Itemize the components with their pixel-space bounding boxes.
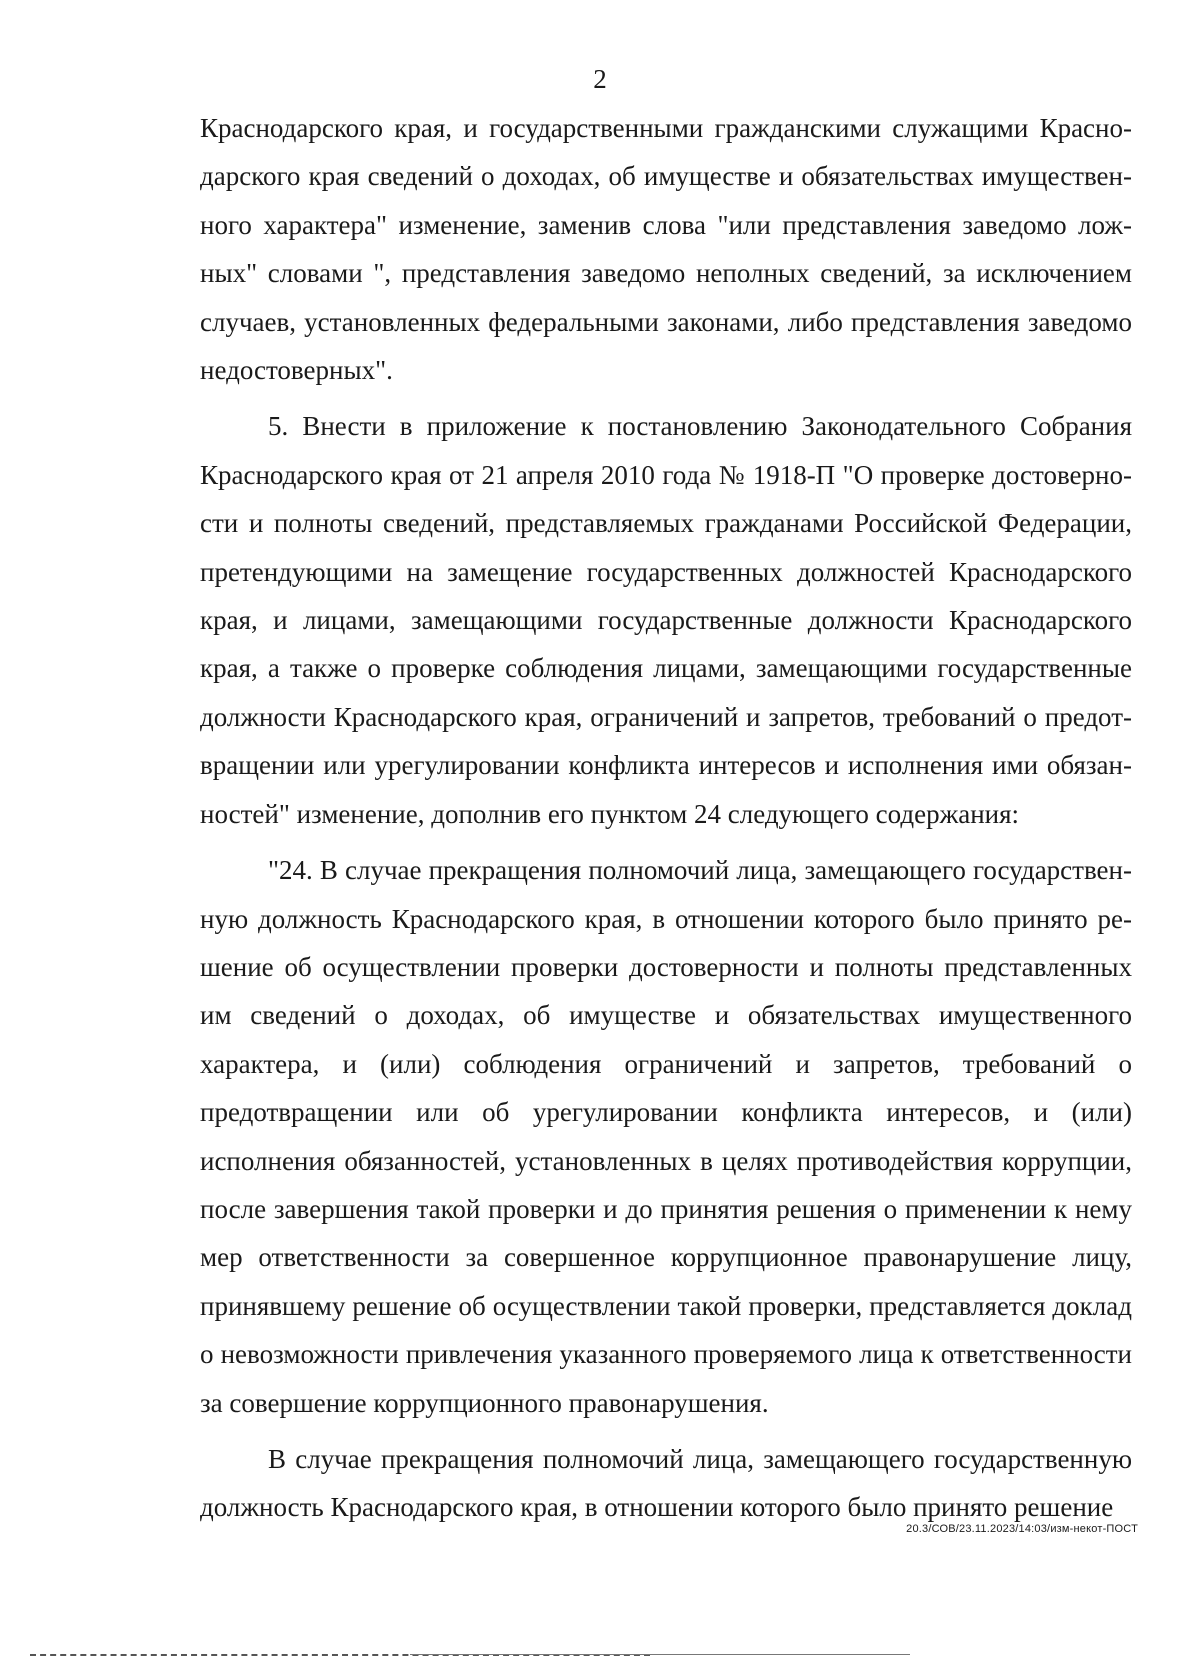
scan-edge-line bbox=[410, 1654, 910, 1655]
paragraph-final: В случае прекращения полномочий лица, замещающего государственную должность Краснодарского края, в отношении которого было принято решение bbox=[200, 1443, 1132, 1523]
paragraph-continuation: Краснодарского края, и государственными гражданскими служащими Краснодарского края сведений о доходах, об имуществе и обязательствах имущественного характера" изменение, заменив слова "или представления заведомо ложных" словами ", представления заведомо неполных сведений, за исключением случаев, установленных федеральными законами, либо представления заведомо недостоверных". bbox=[200, 113, 1132, 386]
page-number: 2 bbox=[593, 64, 607, 94]
paragraph-item-5: 5. Внести в приложение к постановлению Законодательного Собрания Краснодарского края от 21 апреля 2010 года № 1918-П "О проверке достоверности и полноты сведений, представляемых гражданами Российской Федерации, претендующими на замещение государственных должностей Краснодарского края, и лицами, замещающими государственные должности Краснодарского края, а также о проверке соблюдения лицами, замещающими государственные должности Краснодарского края, ограничений и запретов, требований о предотвращении или урегулировании конфликта интересов и исполнения ими обязанностей" изменение, дополнив его пунктом 24 следующего содержания: bbox=[200, 411, 1132, 829]
paragraph-item-24: "24. В случае прекращения полномочий лица, замещающего государственную должность Краснодарского края, в отношении которого было принято решение об осуществлении проверки достоверности и полноты представленных им сведений о доходах, об имуществе и обязательствах имущественного характера, и (или) соблюдения ограничений и запретов, требований о предотвращении или об урегулировании конфликта интересов, и (или) исполнения обязанностей, установленных в целях противодействия коррупции, после завершения такой проверки и до принятия решения о применении к нему мер ответственности за совершенное коррупционное правонарушение лицу, принявшему решение об осуществлении такой проверки, представляется доклад о невозможности привлечения указанного проверяемого лица к ответственности за совершение коррупционного правонарушения. bbox=[200, 855, 1132, 1418]
document-code: 20.3/СОВ/23.11.2023/14:03/изм-некот-ПОСТ bbox=[906, 1523, 1138, 1535]
document-body bbox=[200, 104, 1132, 1540]
